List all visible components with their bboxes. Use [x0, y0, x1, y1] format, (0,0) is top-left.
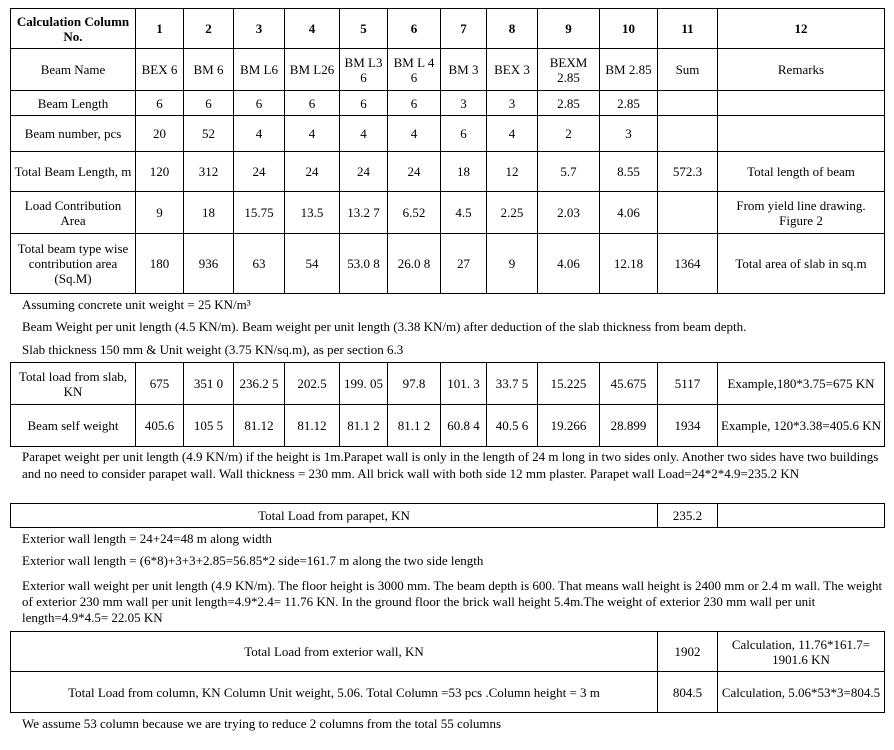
header-cell: 5: [340, 9, 388, 49]
beam-weight-note: Beam Weight per unit length (4.5 KN/m). Beam weight per unit length (3.38 KN/m) after deduction of the slab thickness from beam depth.: [22, 319, 747, 334]
table-cell: 202.5: [285, 363, 340, 405]
header-row: [11, 9, 885, 49]
row-label: Beam Name: [11, 49, 136, 91]
table-cell: BM 2.85: [600, 49, 658, 91]
table-cell: 9: [487, 234, 538, 294]
table-cell: 4: [285, 116, 340, 152]
exterior-width-note: Exterior wall length = 24+24=48 m along width: [22, 531, 272, 546]
table-row: [11, 91, 885, 116]
table-row: [11, 192, 885, 234]
table-row: [11, 152, 885, 192]
table-cell: 8.55: [600, 152, 658, 192]
table-cell: 27: [441, 234, 487, 294]
column-load-remark: Calculation, 5.06*53*3=804.5: [718, 672, 885, 713]
table-cell: 4.06: [538, 234, 600, 294]
load-table: [10, 362, 885, 447]
table-cell: 5117: [658, 363, 718, 405]
table-cell: 24: [388, 152, 441, 192]
table-cell: 2.03: [538, 192, 600, 234]
table-cell: 351 0: [184, 363, 234, 405]
table-row: [11, 504, 885, 528]
table-cell: 1364: [658, 234, 718, 294]
parapet-note: Parapet weight per unit length (4.9 KN/m) if the height is 1m.Parapet wall is only in the length of 24 m long in two sides only. Another two sides have two buildings and no need to consider parapet wall. Wall thickness = 230 mm. All brick wall with both side 12 mm plaster. Parapet wall Load=24*2*4.9=235.2 KN: [22, 449, 879, 481]
row-label: Beam number, pcs: [11, 116, 136, 152]
parapet-value: 235.2: [658, 504, 718, 528]
header-cell: 2: [184, 9, 234, 49]
table-cell: 81.1 2: [340, 405, 388, 447]
parapet-remark: [718, 504, 885, 528]
table-cell: 312: [184, 152, 234, 192]
table-cell: 9: [136, 192, 184, 234]
remark-cell: Total length of beam: [718, 152, 885, 192]
table-cell: 4: [388, 116, 441, 152]
exterior-weight-note: Exterior wall weight per unit length (4.9 KN/m). The floor height is 3000 mm. The beam depth is 600. That means wall height is 2400 mm or 2.4 m wall. The weight of exterior 230 mm wall per unit length=4.9*2.4= 11.76 KN. In the ground floor the brick wall height 5.4m.The weight of exterior 230 mm wall per unit length=4.9*4.5= 22.05 KN: [22, 578, 883, 625]
table-cell: BM L26: [285, 49, 340, 91]
table-cell: 2: [538, 116, 600, 152]
table-cell: 24: [340, 152, 388, 192]
slab-thickness-note: Slab thickness 150 mm & Unit weight (3.75 KN/sq.m), as per section 6.3: [22, 342, 404, 357]
table-cell: 26.0 8: [388, 234, 441, 294]
table-cell: 24: [234, 152, 285, 192]
row-label: Total Beam Length, m: [11, 152, 136, 192]
table-cell: 3: [487, 91, 538, 116]
table-cell: 33.7 5: [487, 363, 538, 405]
remark-cell: Example,180*3.75=675 KN: [718, 363, 885, 405]
table-cell: 13.2 7: [340, 192, 388, 234]
table-cell: 18: [184, 192, 234, 234]
table-cell: [658, 91, 718, 116]
table-cell: BM L6: [234, 49, 285, 91]
table-cell: 45.675: [600, 363, 658, 405]
table-cell: 1934: [658, 405, 718, 447]
table-row: [11, 672, 885, 713]
beam-calculation-table: [10, 8, 885, 294]
remark-cell: Total area of slab in sq.m: [718, 234, 885, 294]
table-cell: 101. 3: [441, 363, 487, 405]
table-cell: 6: [285, 91, 340, 116]
table-cell: 12.18: [600, 234, 658, 294]
table-cell: 2.85: [538, 91, 600, 116]
header-cell: 1: [136, 9, 184, 49]
table-cell: 15.75: [234, 192, 285, 234]
header-cell: 7: [441, 9, 487, 49]
exterior-length-note: Exterior wall length = (6*8)+3+3+2.85=56.85*2 side=161.7 m along the two side length: [22, 553, 484, 568]
header-cell: 12: [718, 9, 885, 49]
table-cell: 405.6: [136, 405, 184, 447]
table-row: [11, 49, 885, 91]
table-cell: BM L3 6: [340, 49, 388, 91]
row-label: Beam self weight: [11, 405, 136, 447]
table-cell: 97.8: [388, 363, 441, 405]
table-cell: 105 5: [184, 405, 234, 447]
table-cell: 936: [184, 234, 234, 294]
table-cell: 4.06: [600, 192, 658, 234]
table-row: [11, 234, 885, 294]
row-label: Total load from slab, KN: [11, 363, 136, 405]
table-cell: 4.5: [441, 192, 487, 234]
table-cell: 2.25: [487, 192, 538, 234]
remark-cell: From yield line drawing. Figure 2: [718, 192, 885, 234]
remark-cell: [718, 91, 885, 116]
table-cell: 15.225: [538, 363, 600, 405]
table-cell: BEX 3: [487, 49, 538, 91]
table-cell: 3: [441, 91, 487, 116]
table-cell: 236.2 5: [234, 363, 285, 405]
table-cell: 2.85: [600, 91, 658, 116]
column-load-label: Total Load from column, KN Column Unit weight, 5.06. Total Column =53 pcs .Column height = 3 m: [11, 672, 658, 713]
table-cell: 6: [184, 91, 234, 116]
header-cell: 4: [285, 9, 340, 49]
table-cell: 81.12: [234, 405, 285, 447]
table-cell: 6: [441, 116, 487, 152]
table-cell: 5.7: [538, 152, 600, 192]
table-cell: 3: [600, 116, 658, 152]
table-cell: BEX 6: [136, 49, 184, 91]
concrete-weight-note: Assuming concrete unit weight = 25 KN/m³: [22, 297, 251, 312]
remark-cell: Example, 120*3.38=405.6 KN: [718, 405, 885, 447]
row-label: Load Contribution Area: [11, 192, 136, 234]
table-cell: 180: [136, 234, 184, 294]
table-row: [11, 363, 885, 405]
table-cell: 199. 05: [340, 363, 388, 405]
row-label: Total beam type wise contribution area (Sq.M): [11, 234, 136, 294]
table-cell: BEXM 2.85: [538, 49, 600, 91]
table-cell: 13.5: [285, 192, 340, 234]
table-row: [11, 405, 885, 447]
table-row: [11, 632, 885, 672]
header-cell: 6: [388, 9, 441, 49]
wall-column-load-table: [10, 631, 885, 713]
parapet-label: Total Load from parapet, KN: [11, 504, 658, 528]
table-cell: BM L 4 6: [388, 49, 441, 91]
table-cell: 6: [234, 91, 285, 116]
table-cell: 120: [136, 152, 184, 192]
table-cell: BM 6: [184, 49, 234, 91]
table-cell: 20: [136, 116, 184, 152]
header-cell: 9: [538, 9, 600, 49]
header-cell: 10: [600, 9, 658, 49]
table-cell: 54: [285, 234, 340, 294]
table-cell: 63: [234, 234, 285, 294]
table-cell: 81.12: [285, 405, 340, 447]
table-cell: 52: [184, 116, 234, 152]
table-cell: 19.266: [538, 405, 600, 447]
remark-cell: Remarks: [718, 49, 885, 91]
table-cell: 6: [340, 91, 388, 116]
exterior-wall-label: Total Load from exterior wall, KN: [11, 632, 658, 672]
header-cell: Calculation Column No.: [11, 9, 136, 49]
table-cell: [658, 192, 718, 234]
table-cell: [658, 116, 718, 152]
table-cell: 6: [136, 91, 184, 116]
table-cell: 6: [388, 91, 441, 116]
table-cell: 675: [136, 363, 184, 405]
table-cell: Sum: [658, 49, 718, 91]
table-cell: 18: [441, 152, 487, 192]
row-label: Beam Length: [11, 91, 136, 116]
column-load-value: 804.5: [658, 672, 718, 713]
parapet-load-table: [10, 503, 885, 528]
table-cell: 4: [340, 116, 388, 152]
footer-note: We assume 53 column because we are trying to reduce 2 columns from the total 55 columns: [22, 716, 502, 731]
exterior-wall-remark: Calculation, 11.76*161.7= 1901.6 KN: [718, 632, 885, 672]
table-cell: 4: [234, 116, 285, 152]
remark-cell: [718, 116, 885, 152]
table-cell: 12: [487, 152, 538, 192]
table-cell: 28.899: [600, 405, 658, 447]
table-cell: 53.0 8: [340, 234, 388, 294]
header-cell: 8: [487, 9, 538, 49]
table-cell: 24: [285, 152, 340, 192]
table-cell: 40.5 6: [487, 405, 538, 447]
table-cell: 572.3: [658, 152, 718, 192]
table-cell: 60.8 4: [441, 405, 487, 447]
header-cell: 11: [658, 9, 718, 49]
table-row: [11, 116, 885, 152]
table-cell: 6.52: [388, 192, 441, 234]
table-cell: 81.1 2: [388, 405, 441, 447]
table-cell: BM 3: [441, 49, 487, 91]
header-cell: 3: [234, 9, 285, 49]
exterior-wall-value: 1902: [658, 632, 718, 672]
table-cell: 4: [487, 116, 538, 152]
